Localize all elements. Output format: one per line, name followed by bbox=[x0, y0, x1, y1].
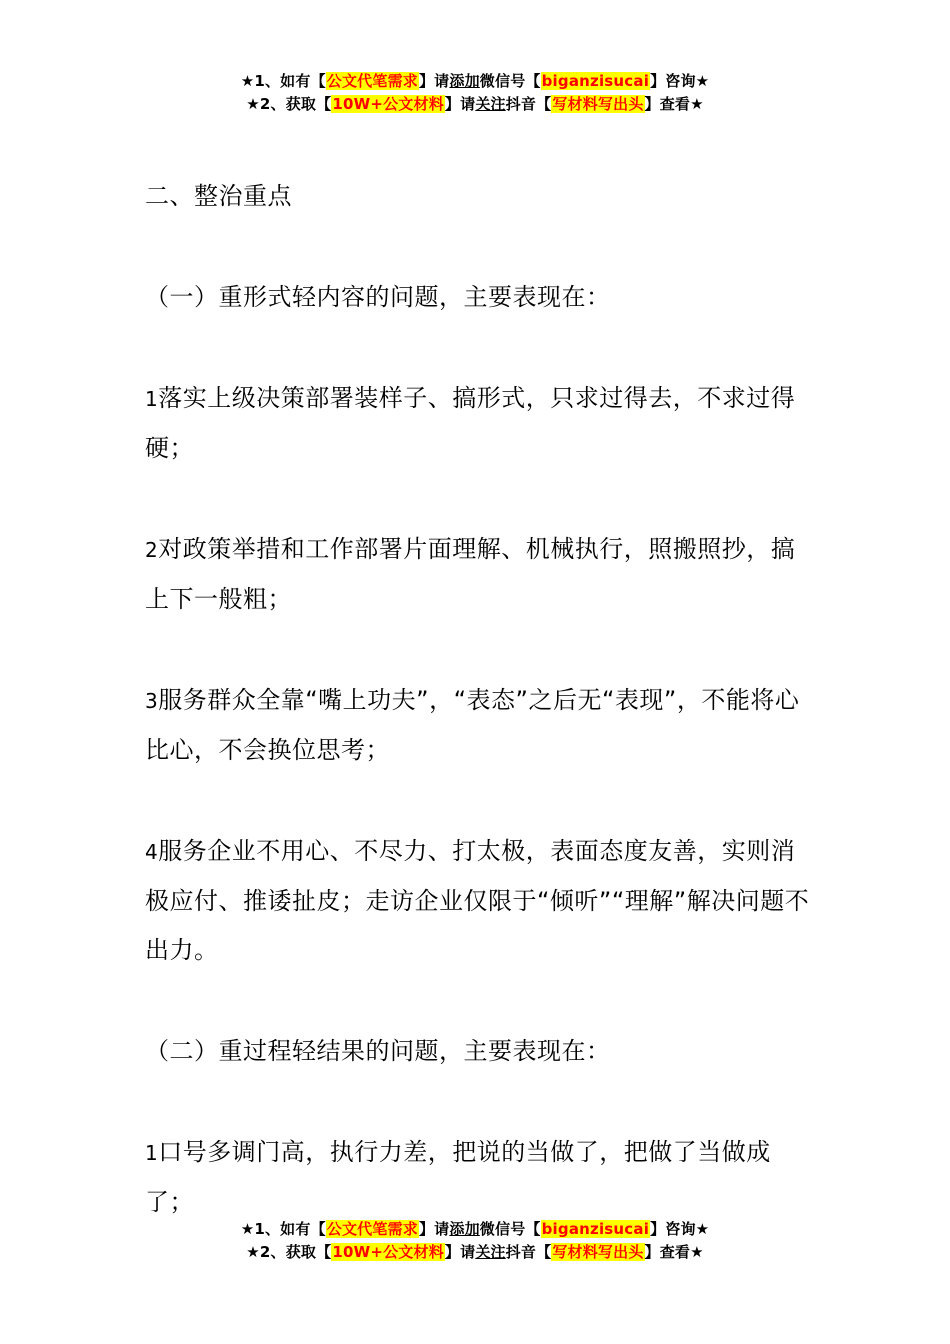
footer-banner bbox=[0, 1218, 950, 1264]
list-item bbox=[145, 827, 810, 975]
wechat-id: biganzisucai bbox=[541, 1220, 650, 1238]
wechat-id: biganzisucai bbox=[541, 72, 650, 90]
item-number: 2 bbox=[145, 538, 159, 562]
underlined-text: 关注 bbox=[475, 95, 506, 113]
document-body bbox=[145, 172, 810, 1279]
item-text: 服务群众全靠“嘴上功夫”，“表态”之后无“表现”，不能将心比心，不会换位思考； bbox=[145, 686, 800, 764]
footer-banner-line-2: ★2、获取【10W+公文材料】请关注抖音【写材料写出头】查看★ bbox=[246, 1243, 704, 1261]
item-number: 1 bbox=[145, 1141, 159, 1165]
list-item bbox=[145, 525, 810, 624]
subsection-heading: （一）重形式轻内容的问题，主要表现在： bbox=[145, 283, 611, 311]
highlight-text: 公文代笔需求 bbox=[326, 72, 418, 90]
item-text: 服务企业不用心、不尽力、打太极，表面态度友善，实则消极应付、推诿扯皮；走访企业仅限于“倾听”“理解”解决问题不出力。 bbox=[145, 837, 810, 964]
item-text: 口号多调门高，执行力差，把说的当做了，把做了当做成了； bbox=[145, 1138, 771, 1216]
underlined-text: 添加 bbox=[449, 72, 480, 90]
item-text: 对政策举措和工作部署片面理解、机械执行，照搬照抄，搞上下一般粗； bbox=[145, 535, 796, 613]
footer-banner-line-1: ★1、如有【公文代笔需求】请添加微信号【biganzisucai】咨询★ bbox=[240, 1220, 710, 1238]
header-banner-line-2: ★2、获取【10W+公文材料】请关注抖音【写材料写出头】查看★ bbox=[246, 95, 704, 113]
list-item bbox=[145, 676, 810, 775]
item-number: 4 bbox=[145, 840, 159, 864]
highlight-text: 10W+公文材料 bbox=[332, 95, 444, 113]
header-banner bbox=[0, 70, 950, 116]
subsection-heading: （二）重过程轻结果的问题，主要表现在： bbox=[145, 1037, 611, 1065]
highlight-text: 10W+公文材料 bbox=[332, 1243, 444, 1261]
item-text: 落实上级决策部署装样子、搞形式，只求过得去，不求过得硬； bbox=[145, 384, 796, 462]
list-item bbox=[145, 374, 810, 473]
item-number: 3 bbox=[145, 689, 159, 713]
highlight-text: 公文代笔需求 bbox=[326, 1220, 418, 1238]
list-item bbox=[145, 1128, 810, 1227]
item-number: 1 bbox=[145, 387, 159, 411]
section-title: 二、整治重点 bbox=[145, 182, 292, 210]
underlined-text: 添加 bbox=[449, 1220, 480, 1238]
douyin-account: 写材料写出头 bbox=[552, 1243, 644, 1261]
underlined-text: 关注 bbox=[475, 1243, 506, 1261]
douyin-account: 写材料写出头 bbox=[552, 95, 644, 113]
header-banner-line-1: ★1、如有【公文代笔需求】请添加微信号【biganzisucai】咨询★ bbox=[240, 72, 710, 90]
